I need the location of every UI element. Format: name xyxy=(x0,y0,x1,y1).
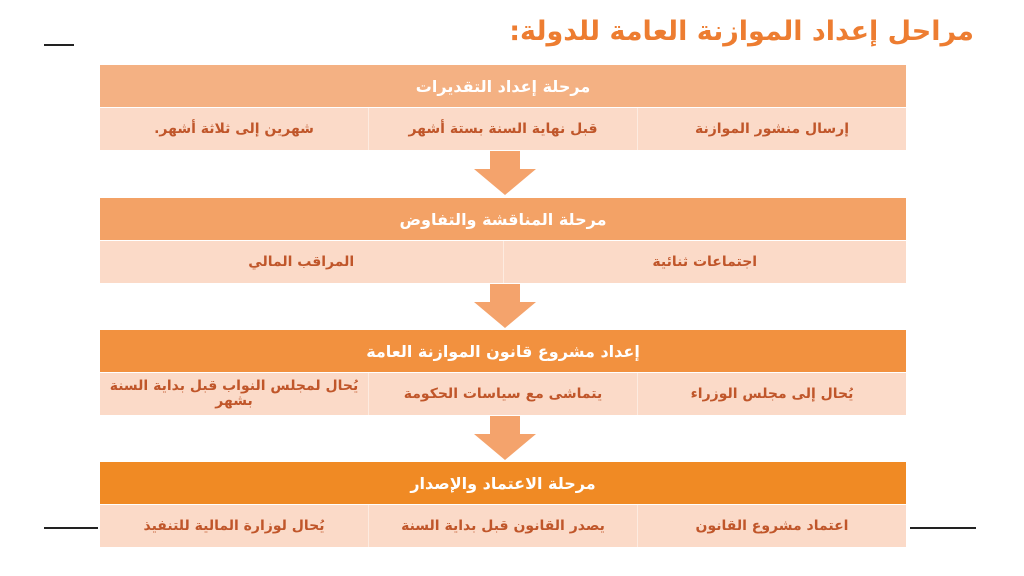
stage-2-heading: مرحلة المناقشة والتفاوض xyxy=(100,198,906,240)
stage-1-details xyxy=(100,108,906,150)
stage-3-item-1: يُحال إلى مجلس الوزراء xyxy=(637,373,906,415)
stage-1-item-3: شهرين إلى ثلاثة أشهر. xyxy=(154,120,314,137)
stage-4-item-2: يصدر القانون قبل بداية السنة xyxy=(368,505,637,547)
stage-2-details xyxy=(100,241,906,283)
down-arrow-icon xyxy=(474,416,536,460)
stage-1-item-1: إرسال منشور الموازنة xyxy=(637,108,906,150)
decorative-rule xyxy=(44,527,98,529)
stage-2-item-1: اجتماعات ثنائية xyxy=(503,241,907,283)
down-arrow-icon xyxy=(474,284,536,328)
stage-4-item-3: يُحال لوزارة المالية للتنفيذ xyxy=(143,517,325,534)
stage-4-heading: مرحلة الاعتماد والإصدار xyxy=(100,462,906,504)
stage-3-details xyxy=(100,373,906,415)
decorative-rule xyxy=(44,44,74,46)
stage-2-item-2: المراقب المالي xyxy=(248,253,355,270)
stage-4-item-1: اعتماد مشروع القانون xyxy=(637,505,906,547)
down-arrow-icon xyxy=(474,151,536,195)
stage-3-heading: إعداد مشروع قانون الموازنة العامة xyxy=(100,330,906,372)
stage-1-item-2: قبل نهاية السنة بستة أشهر xyxy=(368,108,637,150)
stage-4-details xyxy=(100,505,906,547)
stage-3-item-3: يُحال لمجلس النواب قبل بداية السنة بشهر xyxy=(109,378,359,409)
stage-3-item-2: يتماشى مع سياسات الحكومة xyxy=(368,373,637,415)
decorative-rule xyxy=(910,527,976,529)
diagram-title: مراحل إعداد الموازنة العامة للدولة: xyxy=(509,16,974,47)
stage-1-heading: مرحلة إعداد التقديرات xyxy=(100,65,906,107)
